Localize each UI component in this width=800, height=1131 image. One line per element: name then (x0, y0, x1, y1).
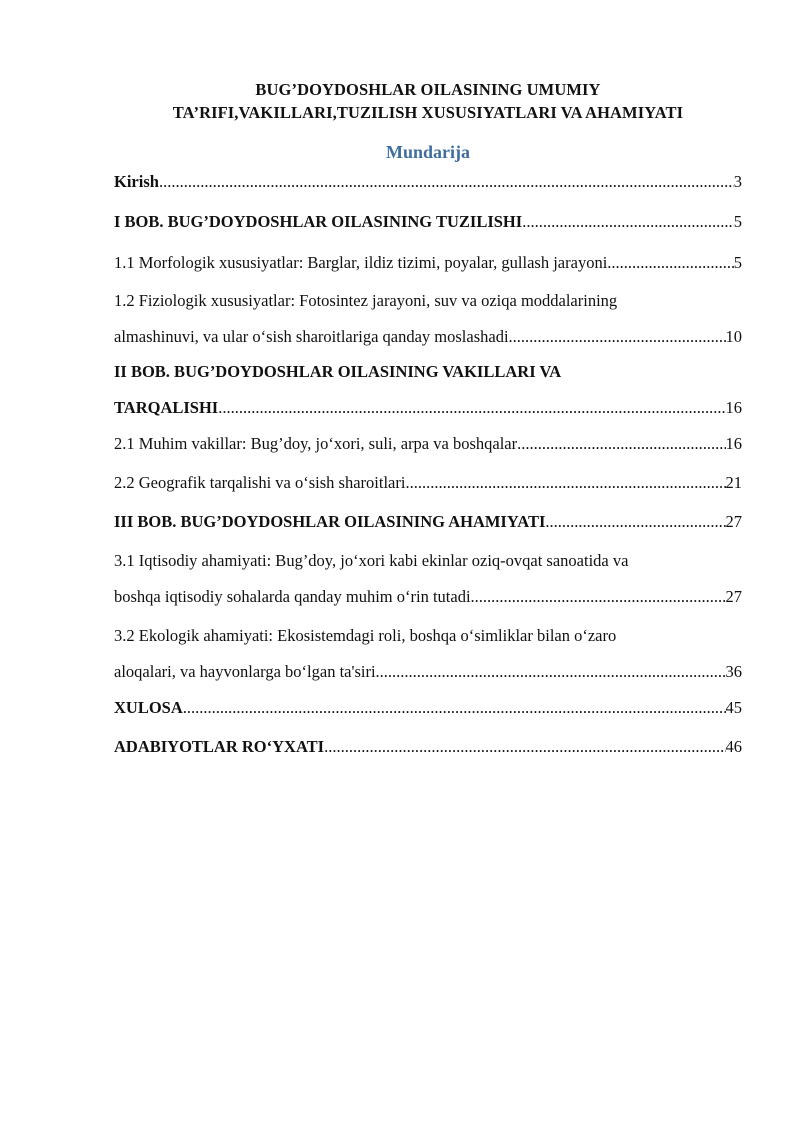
toc-page-number: 45 (725, 698, 742, 717)
toc-entry-text: 2.1 Muhim vakillar: Bug’doy, jo‘xori, suli, arpa va boshqalar (114, 434, 518, 453)
toc-entry-3-2[interactable] (114, 618, 742, 690)
toc-entry-1-2[interactable] (114, 283, 742, 355)
toc-entry-text: XULOSA (114, 698, 183, 717)
toc-entry-text: III BOB. BUG’DOYDOSHLAR OILASINING AHAMIYATI (114, 512, 546, 531)
toc-page-number: 16 (725, 398, 742, 417)
toc-leader-dots (607, 245, 733, 281)
toc-page-number: 36 (725, 662, 742, 681)
toc-entry-text: Kirish (114, 172, 159, 191)
toc-entry-text: 2.2 Geografik tarqalishi va o‘sish sharoitlari (114, 473, 406, 492)
document-title-line-1: BUG’DOYDOSHLAR OILASINING UMUMIY (255, 80, 601, 99)
toc-entry-text-line-2: boshqa iqtisodiy sohalarda qanday muhim o‘rin tutadi (114, 587, 471, 606)
toc-entry-bob-2[interactable] (114, 354, 742, 426)
toc-entry-1-1[interactable] (114, 245, 742, 281)
toc-leader-dots (218, 390, 725, 426)
toc-leader-dots (376, 654, 726, 690)
toc-entry-bob-3[interactable] (114, 504, 742, 540)
toc-leader-dots (509, 319, 726, 355)
toc-entry-text-line-1: 3.1 Iqtisodiy ahamiyati: Bug’doy, jo‘xori kabi ekinlar oziq-ovqat sanoatida va (114, 551, 629, 570)
toc-leader-dots (183, 690, 726, 726)
toc-leader-dots (545, 504, 725, 540)
toc-entry-text-line-2: TARQALISHI (114, 398, 219, 417)
toc-leader-dots (471, 579, 726, 615)
toc-page-number: 5 (733, 212, 742, 231)
toc-entry-2-1[interactable] (114, 426, 742, 462)
toc-entry-kirish[interactable] (114, 164, 742, 200)
toc-heading: Mundarija (385, 142, 470, 162)
toc-leader-dots (522, 204, 734, 240)
toc-page-number: 27 (725, 587, 742, 606)
toc-entry-3-1[interactable] (114, 543, 742, 615)
toc-entry-text: 1.1 Morfologik xususiyatlar: Barglar, ildiz tizimi, poyalar, gullash jarayoni (114, 253, 608, 272)
toc-page-number: 10 (725, 327, 742, 346)
toc-entry-text-line-1: 3.2 Ekologik ahamiyati: Ekosistemdagi roli, boshqa o‘simliklar bilan o‘zaro (114, 626, 617, 645)
toc-entry-text-line-1: 1.2 Fiziologik xususiyatlar: Fotosintez jarayoni, suv va oziqa moddalarining (114, 291, 618, 310)
toc-entry-text-line-2: almashinuvi, va ular o‘sish sharoitlariga qanday moslashadi (114, 327, 509, 346)
toc-page-number: 21 (725, 473, 742, 492)
toc-entry-bob-1[interactable] (114, 204, 742, 240)
toc-page-number: 46 (725, 737, 742, 756)
toc-page-number: 5 (733, 253, 742, 272)
toc-leader-dots (324, 729, 725, 765)
toc-entry-text-line-2: aloqalari, va hayvonlarga bo‘lgan ta'siri (114, 662, 376, 681)
toc-leader-dots (159, 164, 734, 200)
toc-page-number: 16 (725, 434, 742, 453)
toc-entry-text: ADABIYOTLAR RO‘YXATI (114, 737, 325, 756)
toc-entry-text: I BOB. BUG’DOYDOSHLAR OILASINING TUZILISHI (114, 212, 523, 231)
toc-page-number: 3 (733, 172, 742, 191)
toc-leader-dots (517, 426, 725, 462)
toc-leader-dots (405, 465, 725, 501)
toc-page-number: 27 (725, 512, 742, 531)
toc-entry-adabiyotlar[interactable] (114, 729, 742, 765)
toc-entry-text-line-1: II BOB. BUG’DOYDOSHLAR OILASINING VAKILLARI VA (114, 362, 562, 381)
document-title (100, 78, 756, 124)
toc-entry-2-2[interactable] (114, 465, 742, 501)
document-title-line-2: TA’RIFI,VAKILLARI,TUZILISH XUSUSIYATLARI VA AHAMIYATI (172, 103, 684, 122)
toc-entry-xulosa[interactable] (114, 690, 742, 726)
